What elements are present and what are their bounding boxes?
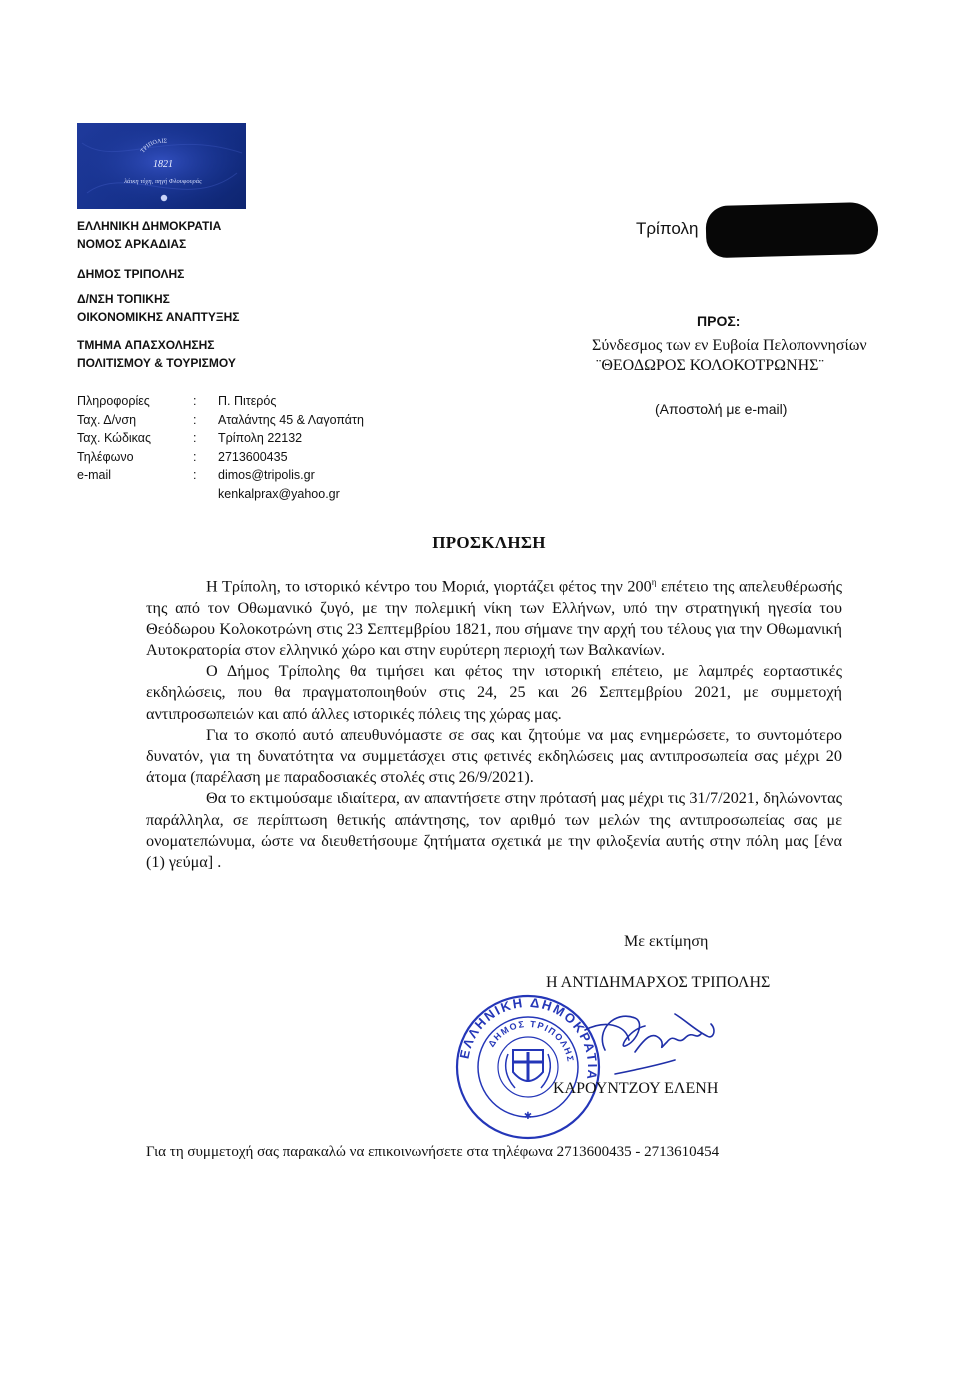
handwritten-signature xyxy=(545,990,725,1090)
logo-tagline: λάικη τύχη, πηγή Φλουφουράς xyxy=(124,178,202,185)
stamp-inner-text: ΔΗΜΟΣ ΤΡΙΠΟΛΗΣ xyxy=(486,1018,576,1064)
svg-text:✱: ✱ xyxy=(523,1111,533,1122)
recipient-line-1: Σύνδεσμος των εν Ευβοία Πελοποννησίων xyxy=(592,337,867,354)
redacted-date xyxy=(705,202,878,258)
contact-value: Αταλάντης 45 & Λαγοπάτη xyxy=(218,412,364,427)
logo-arc-text: ΤΡΙΠΟΛΙΣ xyxy=(139,138,168,155)
logo-emblem-icon xyxy=(161,195,167,201)
signer-name: ΚΑΡΟΥΝΤΖΟΥ ΕΛΕΝΗ xyxy=(553,1080,719,1097)
letter-body xyxy=(146,572,842,873)
footer-contact-note: Για τη συμμετοχή σας παρακαλώ να επικοινωνήσετε στα τηλέφωνα 2713600435 - 2713610454 xyxy=(146,1144,720,1160)
contact-value: Τρίπολη 22132 xyxy=(218,431,303,445)
signer-title: Η ΑΝΤΙΔΗΜΑΡΧΟΣ ΤΡΙΠΟΛΗΣ xyxy=(546,974,771,991)
contact-separator: : xyxy=(193,468,197,482)
contact-value: 2713600435 xyxy=(218,449,288,464)
paragraph-2: Ο Δήμος Τρίπολης θα τιμήσει και φέτος την ιστορική επέτειο, με λαμπρές εορταστικές εκδηλώσεις, που θα πραγματοποιηθούν στις 24, 25 και 26 Σεπτεμβρίου 2021, με συμμετοχή αντιπροσωπειών και από άλλες ιστορικές πόλεις της χώρας μας. xyxy=(146,662,842,723)
contact-label: Ταχ. Κώδικας xyxy=(77,431,152,445)
recipient-label: ΠΡΟΣ: xyxy=(697,313,741,329)
contact-label: Τηλέφωνο xyxy=(77,449,134,464)
contact-value: kenkalprax@yahoo.gr xyxy=(218,486,340,501)
contact-value: dimos@tripolis.gr xyxy=(218,468,315,482)
contact-label: Ταχ. Δ/νση xyxy=(77,412,137,427)
contact-separator: : xyxy=(193,431,197,445)
contact-separator: : xyxy=(193,449,197,464)
contact-separator: : xyxy=(193,394,197,408)
contact-label: Πληροφορίες xyxy=(77,394,150,408)
paragraph-1: Η Τρίπολη, το ιστορικό κέντρο του Μοριά, γιορτάζει φέτος την $200^\eta$ επέτειο της απελευθέρωσής της από τον Οθωμανικό ζυγό, με την πολεμική νίκη των Ελλήνων, υπό την στρατηγική ηγεσία του Θεόδωρου Κολοκοτρώνη στις 23 Σεπτεμβρίου 1821, που σήμανε την αρχή του τέλους για την Οθωμανική Αυτοκρατορία στον ελληνικό χώρο και στην ευρύτερη περιοχή των Βαλκανίων. xyxy=(146,577,842,659)
recipient-line-2: ¨ΘΕΟΔΩΡΟΣ ΚΟΛΟΚΟΤΡΩΝΗΣ¨ xyxy=(596,357,824,374)
directorate-line-2: ΟΙΚΟΝΟΜΙΚΗΣ ΑΝΑΠΤΥΞΗΣ xyxy=(77,310,240,324)
header-line-1: ΕΛΛΗΝΙΚΗ ΔΗΜΟΚΡΑΤΙΑ xyxy=(77,219,222,233)
logo-numeral: 1821 xyxy=(153,159,173,170)
paragraph-3: Για το σκοπό αυτό απευθυνόμαστε σε σας και ζητούμε να μας ενημερώσετε, το συντομότερο δυνατόν, για τη δυνατότητα να συμμετάσχει στις φετινές εκδηλώσεις μας αντιπροσωπεία σας μέχρι 20 άτομα (παρέλαση με παραδοσιακές στολές στις 26/9/2021). xyxy=(146,725,842,787)
closing: Με εκτίμηση xyxy=(624,933,709,950)
directorate-line-1: Δ/ΝΣΗ ΤΟΠΙΚΗΣ xyxy=(77,292,170,306)
municipality-logo xyxy=(77,123,246,209)
coat-of-arms-icon xyxy=(506,1050,551,1088)
stamp-outer-text: ΕΛΛΗΝΙΚΗ ΔΗΜΟΚΡΑΤΙΑ xyxy=(456,994,601,1083)
contact-label: e-mail xyxy=(77,468,112,482)
paragraph-4: Θα το εκτιμούσαμε ιδιαίτερα, αν απαντήσετε στην πρότασή μας μέχρι τις 31/7/2021, δηλώνοντας παράλληλα, σε περίπτωση θετικής απάντησης, τον αριθμό των μελών της αντιπροσωπείας σας με ονοματεπώνυμα, ώστε να διευθετήσουμε ζητήματα σχετικά με την φιλοξενία αυτής στην πόλη μας [ένα (1) γεύμα] . xyxy=(146,789,842,872)
date-label: Τρίπολη xyxy=(636,219,699,238)
contact-separator: : xyxy=(193,412,197,427)
document-title: ΠΡΟΣΚΛΗΣΗ xyxy=(432,533,546,552)
municipality-name: ΔΗΜΟΣ ΤΡΙΠΟΛΗΣ xyxy=(77,267,185,281)
department-line-1: ΤΜΗΜΑ ΑΠΑΣΧΟΛΗΣΗΣ xyxy=(77,338,215,352)
contact-value: Π. Πιτερός xyxy=(218,394,277,408)
department-line-2: ΠΟΛΙΤΙΣΜΟΥ & ΤΟΥΡΙΣΜΟΥ xyxy=(77,356,236,370)
header-line-2: ΝΟΜΟΣ ΑΡΚΑΔΙΑΣ xyxy=(77,237,187,251)
delivery-method: (Αποστολή με e-mail) xyxy=(655,401,788,417)
